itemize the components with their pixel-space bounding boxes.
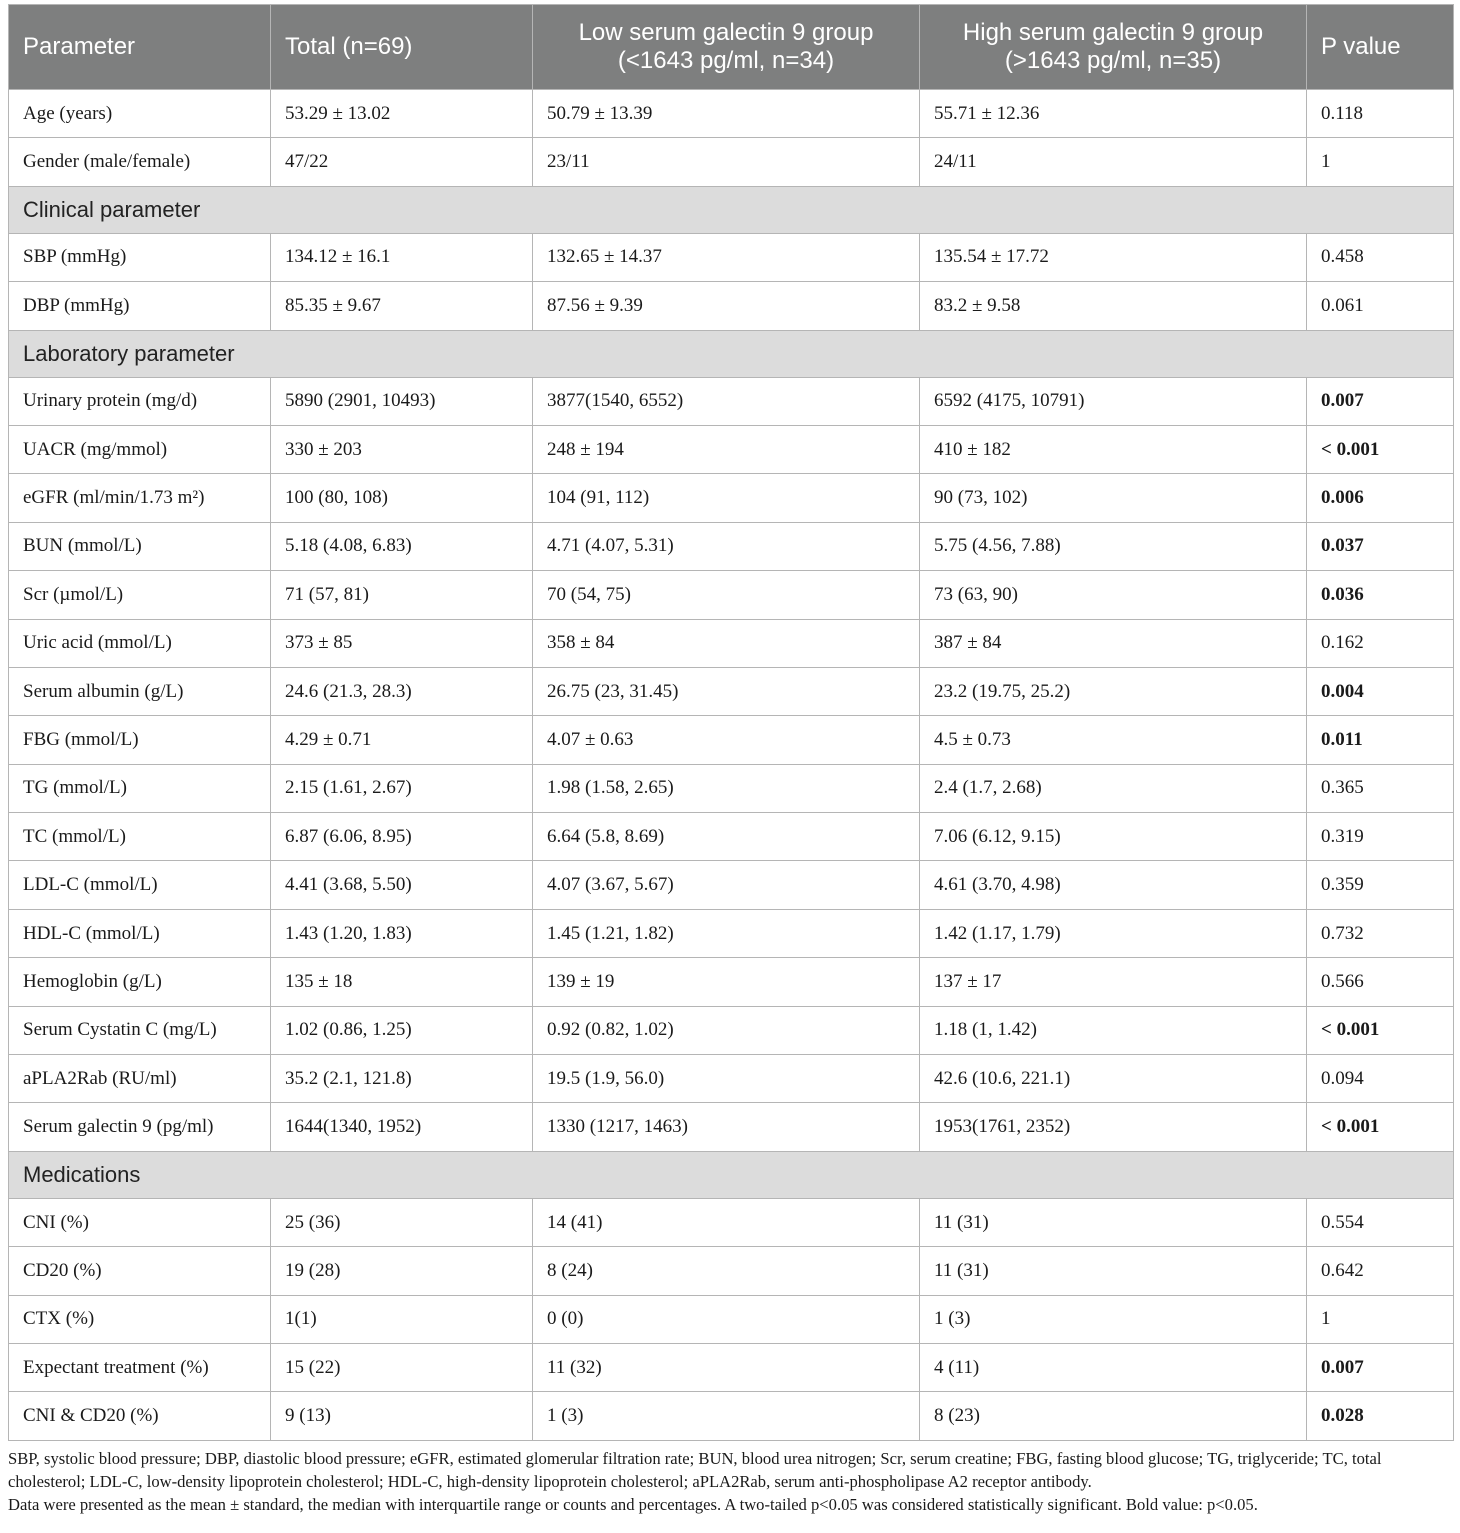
section-row (9, 186, 1454, 233)
cell-total: 6.87 (6.06, 8.95) (271, 813, 533, 861)
cell-p-value: 0.036 (1307, 571, 1454, 619)
cell-p-value: 0.554 (1307, 1198, 1454, 1246)
cell-low-group: 4.71 (4.07, 5.31) (533, 522, 920, 570)
table-row (9, 571, 1454, 619)
cell-p-value: 1 (1307, 1295, 1454, 1343)
cell-high-group: 90 (73, 102) (920, 474, 1307, 522)
table-row (9, 425, 1454, 473)
cell-parameter: Gender (male/female) (9, 138, 271, 186)
cell-p-value: 0.365 (1307, 764, 1454, 812)
cell-high-group: 1.18 (1, 1.42) (920, 1006, 1307, 1054)
table-row (9, 233, 1454, 281)
cell-parameter: UACR (mg/mmol) (9, 425, 271, 473)
table-row (9, 619, 1454, 667)
table-row (9, 1247, 1454, 1295)
cell-low-group: 248 ± 194 (533, 425, 920, 473)
cell-high-group: 2.4 (1.7, 2.68) (920, 764, 1307, 812)
cell-low-group: 87.56 ± 9.39 (533, 282, 920, 330)
cell-parameter: aPLA2Rab (RU/ml) (9, 1055, 271, 1103)
table-row (9, 813, 1454, 861)
cell-p-value: 0.037 (1307, 522, 1454, 570)
cell-p-value: 0.566 (1307, 958, 1454, 1006)
table-row (9, 1006, 1454, 1054)
cell-total: 15 (22) (271, 1343, 533, 1391)
cell-p-value: < 0.001 (1307, 1103, 1454, 1151)
cell-parameter: eGFR (ml/min/1.73 m²) (9, 474, 271, 522)
cell-high-group: 387 ± 84 (920, 619, 1307, 667)
table-footnotes (8, 1447, 1453, 1516)
cell-low-group: 132.65 ± 14.37 (533, 233, 920, 281)
table-row (9, 909, 1454, 957)
cell-low-group: 6.64 (5.8, 8.69) (533, 813, 920, 861)
cell-parameter: Serum Cystatin C (mg/L) (9, 1006, 271, 1054)
cell-high-group: 4.61 (3.70, 4.98) (920, 861, 1307, 909)
cell-low-group: 4.07 (3.67, 5.67) (533, 861, 920, 909)
cell-parameter: CNI (%) (9, 1198, 271, 1246)
cell-low-group: 4.07 ± 0.63 (533, 716, 920, 764)
header-high-group: High serum galectin 9 group (>1643 pg/ml, n=35) (920, 5, 1307, 90)
cell-parameter: CNI & CD20 (%) (9, 1392, 271, 1440)
cell-p-value: 0.004 (1307, 667, 1454, 715)
cell-low-group: 358 ± 84 (533, 619, 920, 667)
cell-p-value: 0.061 (1307, 282, 1454, 330)
footnote-abbreviations: SBP, systolic blood pressure; DBP, diastolic blood pressure; eGFR, estimated glomerular filtration rate; BUN, blood urea nitrogen; Scr, serum creatine; FBG, fasting blood glucose; TG, triglyceride; TC, total cholesterol; LDL-C, low-density lipoprotein cholesterol; HDL-C, high-density lipoprotein cholesterol; aPLA2Rab, serum anti-phospholipase A2 receptor antibody. (8, 1448, 1382, 1491)
cell-parameter: DBP (mmHg) (9, 282, 271, 330)
cell-low-group: 8 (24) (533, 1247, 920, 1295)
cell-p-value: 0.359 (1307, 861, 1454, 909)
cell-low-group: 19.5 (1.9, 56.0) (533, 1055, 920, 1103)
header-row (9, 5, 1454, 90)
cell-parameter: TC (mmol/L) (9, 813, 271, 861)
table-row (9, 958, 1454, 1006)
cell-high-group: 83.2 ± 9.58 (920, 282, 1307, 330)
table-row (9, 138, 1454, 186)
table-row (9, 764, 1454, 812)
cell-low-group: 1 (3) (533, 1392, 920, 1440)
cell-total: 134.12 ± 16.1 (271, 233, 533, 281)
document (8, 4, 1453, 1516)
cell-parameter: FBG (mmol/L) (9, 716, 271, 764)
cell-parameter: Serum galectin 9 (pg/ml) (9, 1103, 271, 1151)
cell-total: 373 ± 85 (271, 619, 533, 667)
cell-total: 71 (57, 81) (271, 571, 533, 619)
table-row (9, 1392, 1454, 1440)
cell-p-value: 0.094 (1307, 1055, 1454, 1103)
cell-low-group: 104 (91, 112) (533, 474, 920, 522)
cell-parameter: BUN (mmol/L) (9, 522, 271, 570)
cell-p-value: 0.458 (1307, 233, 1454, 281)
cell-parameter: CTX (%) (9, 1295, 271, 1343)
cell-total: 135 ± 18 (271, 958, 533, 1006)
cell-total: 9 (13) (271, 1392, 533, 1440)
cell-parameter: CD20 (%) (9, 1247, 271, 1295)
cell-total: 1.02 (0.86, 1.25) (271, 1006, 533, 1054)
cell-low-group: 1330 (1217, 1463) (533, 1103, 920, 1151)
cell-high-group: 1 (3) (920, 1295, 1307, 1343)
cell-high-group: 1.42 (1.17, 1.79) (920, 909, 1307, 957)
cell-low-group: 0.92 (0.82, 1.02) (533, 1006, 920, 1054)
cell-p-value: 0.118 (1307, 90, 1454, 138)
cell-high-group: 8 (23) (920, 1392, 1307, 1440)
cell-low-group: 14 (41) (533, 1198, 920, 1246)
cell-parameter: Expectant treatment (%) (9, 1343, 271, 1391)
cell-low-group: 1.45 (1.21, 1.82) (533, 909, 920, 957)
cell-total: 5890 (2901, 10493) (271, 377, 533, 425)
cell-high-group: 55.71 ± 12.36 (920, 90, 1307, 138)
table-row (9, 282, 1454, 330)
table-row (9, 716, 1454, 764)
cell-parameter: Age (years) (9, 90, 271, 138)
cell-high-group: 135.54 ± 17.72 (920, 233, 1307, 281)
section-label: Medications (9, 1151, 1454, 1198)
header-low-group: Low serum galectin 9 group (<1643 pg/ml, n=34) (533, 5, 920, 90)
section-row (9, 330, 1454, 377)
cell-p-value: < 0.001 (1307, 425, 1454, 473)
table-row (9, 861, 1454, 909)
cell-total: 53.29 ± 13.02 (271, 90, 533, 138)
cell-p-value: 0.007 (1307, 1343, 1454, 1391)
cell-high-group: 1953(1761, 2352) (920, 1103, 1307, 1151)
cell-p-value: < 0.001 (1307, 1006, 1454, 1054)
cell-p-value: 0.007 (1307, 377, 1454, 425)
cell-total: 330 ± 203 (271, 425, 533, 473)
cell-p-value: 0.642 (1307, 1247, 1454, 1295)
header-p-value: P value (1307, 5, 1454, 90)
cell-parameter: Serum albumin (g/L) (9, 667, 271, 715)
cell-p-value: 0.732 (1307, 909, 1454, 957)
cell-high-group: 4.5 ± 0.73 (920, 716, 1307, 764)
cell-low-group: 0 (0) (533, 1295, 920, 1343)
cell-p-value: 0.028 (1307, 1392, 1454, 1440)
cell-parameter: TG (mmol/L) (9, 764, 271, 812)
cell-total: 47/22 (271, 138, 533, 186)
cell-low-group: 139 ± 19 (533, 958, 920, 1006)
cell-low-group: 1.98 (1.58, 2.65) (533, 764, 920, 812)
cell-total: 85.35 ± 9.67 (271, 282, 533, 330)
cell-high-group: 73 (63, 90) (920, 571, 1307, 619)
table-row (9, 1295, 1454, 1343)
table-row (9, 1198, 1454, 1246)
section-row (9, 1151, 1454, 1198)
cell-low-group: 3877(1540, 6552) (533, 377, 920, 425)
cell-high-group: 7.06 (6.12, 9.15) (920, 813, 1307, 861)
cell-p-value: 0.162 (1307, 619, 1454, 667)
cell-p-value: 1 (1307, 138, 1454, 186)
cell-total: 24.6 (21.3, 28.3) (271, 667, 533, 715)
cell-high-group: 11 (31) (920, 1198, 1307, 1246)
cell-p-value: 0.011 (1307, 716, 1454, 764)
cell-parameter: SBP (mmHg) (9, 233, 271, 281)
table-row (9, 1103, 1454, 1151)
cell-total: 4.29 ± 0.71 (271, 716, 533, 764)
cell-low-group: 70 (54, 75) (533, 571, 920, 619)
cell-low-group: 11 (32) (533, 1343, 920, 1391)
cell-total: 25 (36) (271, 1198, 533, 1246)
footnote-methods: Data were presented as the mean ± standard, the median with interquartile range or counts and percentages. A two-tailed p<0.05 was considered statistically significant. Bold value: p<0.05. (8, 1494, 1258, 1514)
header-parameter: Parameter (9, 5, 271, 90)
table-body (9, 90, 1454, 1441)
table-row (9, 1343, 1454, 1391)
cell-total: 4.41 (3.68, 5.50) (271, 861, 533, 909)
cell-high-group: 5.75 (4.56, 7.88) (920, 522, 1307, 570)
table-row (9, 90, 1454, 138)
cell-high-group: 11 (31) (920, 1247, 1307, 1295)
cell-high-group: 42.6 (10.6, 221.1) (920, 1055, 1307, 1103)
table-row (9, 522, 1454, 570)
cell-parameter: Hemoglobin (g/L) (9, 958, 271, 1006)
section-label: Clinical parameter (9, 186, 1454, 233)
cell-total: 1(1) (271, 1295, 533, 1343)
cell-total: 35.2 (2.1, 121.8) (271, 1055, 533, 1103)
cell-p-value: 0.319 (1307, 813, 1454, 861)
cell-total: 1644(1340, 1952) (271, 1103, 533, 1151)
cell-low-group: 50.79 ± 13.39 (533, 90, 920, 138)
table-row (9, 667, 1454, 715)
cell-parameter: LDL-C (mmol/L) (9, 861, 271, 909)
cell-high-group: 6592 (4175, 10791) (920, 377, 1307, 425)
cell-high-group: 24/11 (920, 138, 1307, 186)
cell-total: 100 (80, 108) (271, 474, 533, 522)
cell-low-group: 23/11 (533, 138, 920, 186)
table-row (9, 1055, 1454, 1103)
cell-parameter: Uric acid (mmol/L) (9, 619, 271, 667)
cell-total: 5.18 (4.08, 6.83) (271, 522, 533, 570)
cell-high-group: 410 ± 182 (920, 425, 1307, 473)
cell-parameter: HDL-C (mmol/L) (9, 909, 271, 957)
cell-p-value: 0.006 (1307, 474, 1454, 522)
cell-high-group: 23.2 (19.75, 25.2) (920, 667, 1307, 715)
cell-high-group: 4 (11) (920, 1343, 1307, 1391)
cell-total: 2.15 (1.61, 2.67) (271, 764, 533, 812)
cell-total: 1.43 (1.20, 1.83) (271, 909, 533, 957)
header-total: Total (n=69) (271, 5, 533, 90)
cell-low-group: 26.75 (23, 31.45) (533, 667, 920, 715)
table-row (9, 377, 1454, 425)
section-label: Laboratory parameter (9, 330, 1454, 377)
cell-total: 19 (28) (271, 1247, 533, 1295)
cell-parameter: Scr (µmol/L) (9, 571, 271, 619)
cell-parameter: Urinary protein (mg/d) (9, 377, 271, 425)
table-header (9, 5, 1454, 90)
cell-high-group: 137 ± 17 (920, 958, 1307, 1006)
data-table (8, 4, 1454, 1441)
table-row (9, 474, 1454, 522)
